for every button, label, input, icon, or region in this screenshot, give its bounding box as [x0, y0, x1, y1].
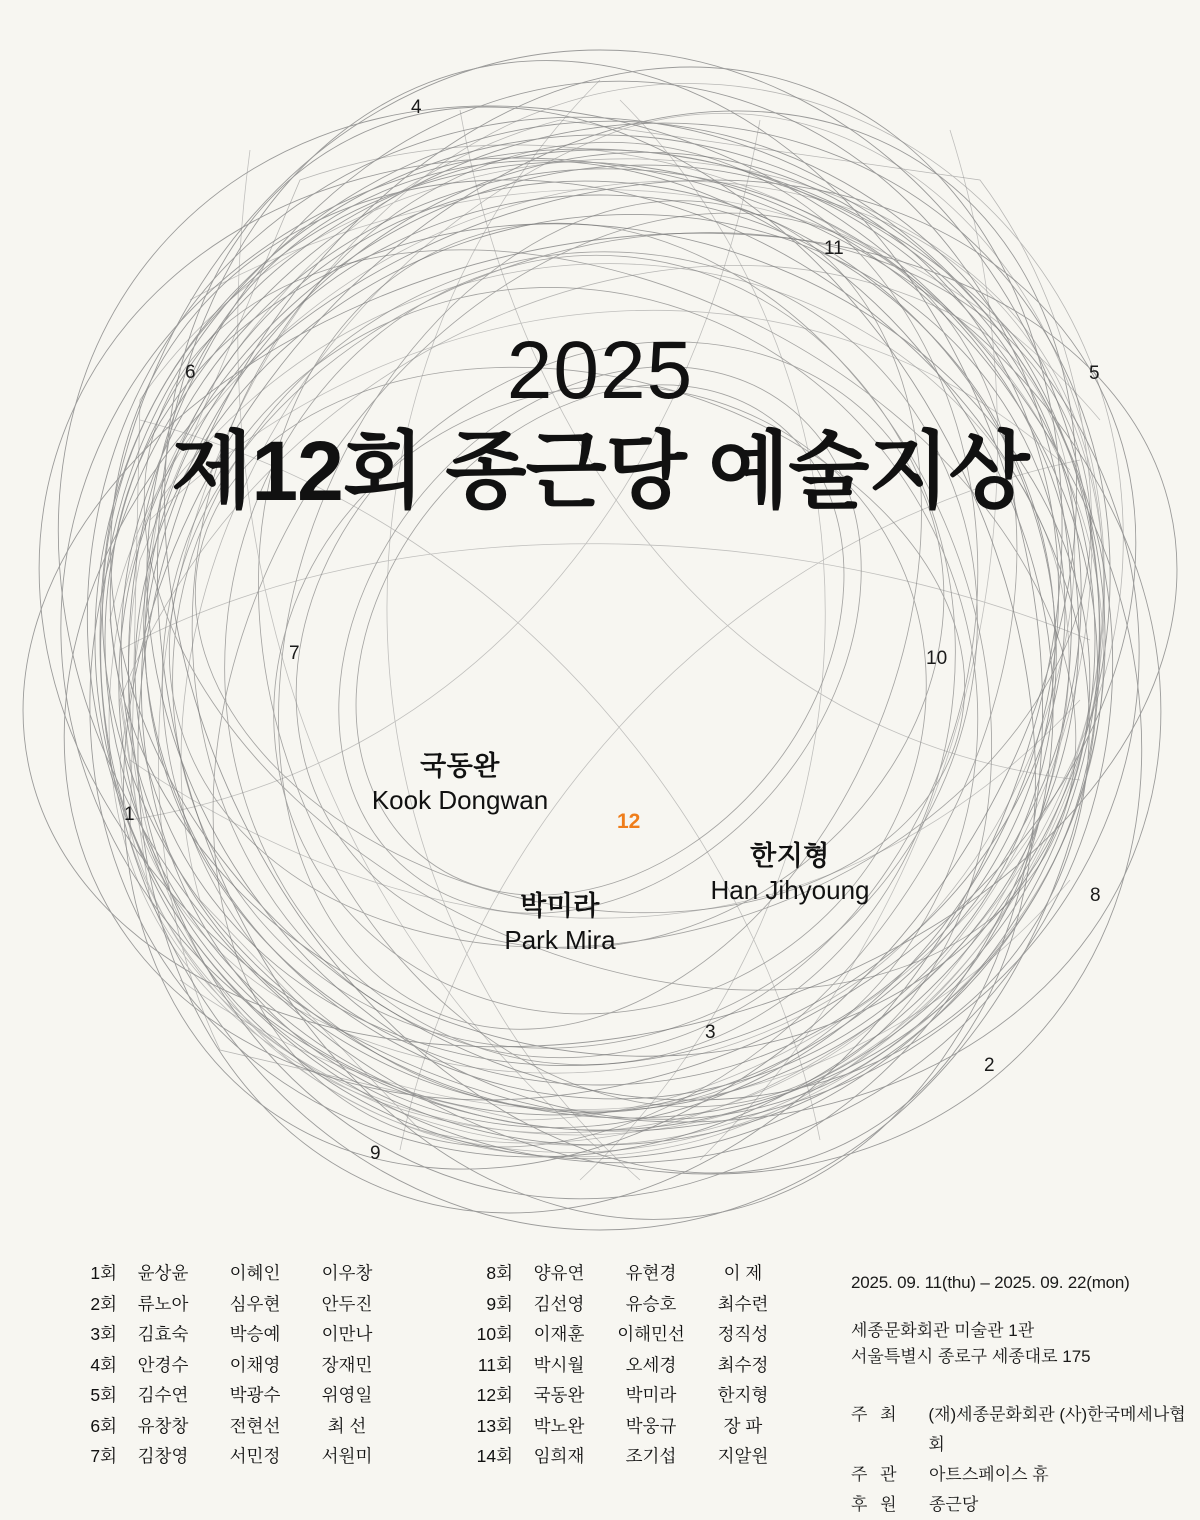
- ring-number: 10: [926, 648, 948, 669]
- title-block: [0, 325, 1200, 518]
- organizer-list: [851, 1400, 1200, 1520]
- edition-label: 5회: [90, 1385, 117, 1405]
- laureates-table-right: [451, 1258, 789, 1493]
- laureate-name: 박광수: [229, 1385, 281, 1405]
- organizer-label: 후 원: [851, 1495, 901, 1514]
- ring-number: 7: [289, 643, 300, 664]
- organizer-value: (재)세종문화회관 (사)한국메세나협회: [928, 1405, 1186, 1454]
- organizer-row: [851, 1400, 1200, 1460]
- edition-label: 6회: [90, 1415, 117, 1436]
- edition-label: 10회: [476, 1324, 513, 1344]
- laureate-name: 양유연: [533, 1263, 585, 1283]
- winner-name-en: Park Mira: [504, 924, 616, 955]
- laureate-name: 이 제: [723, 1263, 763, 1283]
- laureate-name: 국동완: [533, 1385, 585, 1405]
- laureate-name: 유창창: [137, 1415, 189, 1436]
- laureate-name: 임희재: [533, 1446, 585, 1466]
- poster-title: 제12회 종근당 예술지상: [171, 424, 1029, 518]
- edition-label: 14회: [476, 1446, 513, 1466]
- bottom-info: [0, 1258, 1200, 1514]
- laureate-column-1: [117, 1258, 209, 1493]
- winner-name-kr: 박미라: [520, 891, 600, 921]
- poster-year: 2025: [506, 325, 694, 416]
- edition-column: [451, 1258, 513, 1493]
- laureate-name: 이채영: [229, 1354, 281, 1375]
- laureate-name: 유현경: [625, 1263, 677, 1283]
- laureate-column-3: [301, 1258, 393, 1493]
- winner-name-kr: 국동완: [420, 751, 500, 781]
- laureate-name: 이만나: [321, 1324, 373, 1344]
- edition-label: 2회: [90, 1293, 117, 1314]
- ring-number: 3: [705, 1022, 716, 1043]
- edition-label: 3회: [90, 1324, 117, 1344]
- laureate-column-2: [209, 1258, 301, 1493]
- laureate-name: 이재훈: [533, 1324, 585, 1344]
- laureate-name: 정직성: [717, 1324, 769, 1344]
- laureate-name: 박미라: [625, 1385, 677, 1405]
- laureate-name: 류노아: [137, 1293, 189, 1314]
- ring-number-current: 12: [617, 810, 641, 833]
- organizer-value: 아트스페이스 휴: [929, 1465, 1049, 1484]
- edition-label: 13회: [476, 1415, 513, 1436]
- laureate-name: 김선영: [533, 1293, 585, 1314]
- ring-number: 2: [984, 1055, 995, 1076]
- laureate-name: 서민정: [229, 1446, 281, 1466]
- organizer-label: 주 관: [851, 1465, 901, 1484]
- laureate-name: 김창영: [137, 1446, 189, 1466]
- laureate-name: 박노완: [533, 1415, 585, 1436]
- edition-label: 11회: [477, 1354, 513, 1375]
- laureate-name: 안경수: [137, 1354, 189, 1375]
- exhibition-info: [851, 1258, 1200, 1514]
- laureate-name: 조기섭: [625, 1446, 677, 1466]
- laureate-name: 최수정: [717, 1354, 769, 1375]
- laureate-name: 지알원: [717, 1446, 769, 1466]
- laureate-column-2: [605, 1258, 697, 1493]
- organizer-label: 주 최: [851, 1405, 901, 1424]
- laureate-name: 김수연: [137, 1385, 189, 1405]
- ring-number: 11: [824, 238, 844, 259]
- ring-number: 9: [370, 1143, 381, 1164]
- ring-number: 6: [185, 362, 196, 383]
- laureate-name: 이혜인: [229, 1263, 281, 1283]
- winner-name-kr: 한지형: [750, 841, 830, 871]
- edition-label: 8회: [486, 1263, 513, 1283]
- edition-label: 7회: [90, 1446, 117, 1466]
- ring-number: 4: [411, 97, 422, 118]
- winner-name-en: Han Jihyoung: [710, 874, 870, 905]
- edition-label: 9회: [486, 1293, 513, 1314]
- winner-name-3: [400, 890, 720, 958]
- laureate-name: 최 선: [327, 1415, 367, 1436]
- laureate-name: 박웅규: [625, 1415, 677, 1436]
- laureate-name: 서원미: [321, 1446, 373, 1466]
- laureates-table-left: [55, 1258, 393, 1493]
- laureate-name: 이해민선: [617, 1324, 685, 1344]
- winner-name-en: Kook Dongwan: [371, 784, 549, 815]
- laureate-column-3: [697, 1258, 789, 1493]
- organizer-row: [851, 1460, 1200, 1490]
- laureate-name: 이우창: [321, 1263, 373, 1283]
- winner-name-1: [300, 750, 620, 818]
- exhibition-venue: [851, 1318, 1200, 1370]
- laureate-name: 오세경: [625, 1354, 677, 1375]
- laureate-name: 장재민: [321, 1354, 373, 1375]
- laureate-name: 최수련: [717, 1293, 769, 1314]
- laureate-name: 심우현: [229, 1293, 281, 1314]
- laureate-name: 위영일: [321, 1385, 373, 1405]
- edition-column: [55, 1258, 117, 1493]
- venue-address: 서울특별시 종로구 세종대로 175: [851, 1347, 1091, 1366]
- laureate-name: 장 파: [723, 1415, 763, 1436]
- exhibition-dates: 2025. 09. 11(thu) – 2025. 09. 22(mon): [851, 1273, 1130, 1292]
- laureate-name: 한지형: [717, 1385, 769, 1405]
- ring-number: 1: [124, 804, 135, 825]
- organizer-row: [851, 1490, 1200, 1520]
- edition-label: 1회: [90, 1263, 117, 1283]
- edition-label: 4회: [90, 1354, 117, 1375]
- laureate-name: 전현선: [229, 1415, 281, 1436]
- laureate-name: 윤상윤: [137, 1263, 189, 1283]
- ring-number: 8: [1090, 885, 1101, 906]
- laureate-name: 박승예: [229, 1324, 281, 1344]
- laureate-name: 안두진: [321, 1293, 373, 1314]
- organizer-value: 종근당: [929, 1495, 979, 1514]
- ring-number: 5: [1089, 363, 1100, 384]
- laureate-name: 김효숙: [137, 1324, 189, 1344]
- edition-label: 12회: [476, 1385, 513, 1405]
- laureate-name: 유승호: [625, 1293, 677, 1314]
- venue-name: 세종문화회관 미술관 1관: [851, 1321, 1035, 1340]
- laureate-name: 박시월: [533, 1354, 585, 1375]
- laureate-column-1: [513, 1258, 605, 1493]
